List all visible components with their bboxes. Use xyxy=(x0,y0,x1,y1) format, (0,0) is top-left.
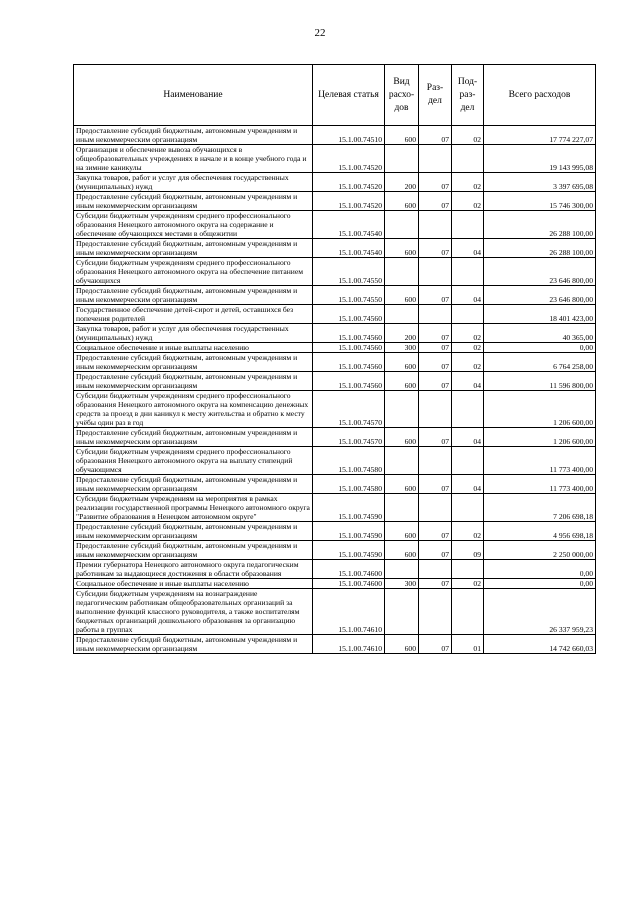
row-total: 40 365,00 xyxy=(484,324,596,343)
row-total: 6 764 258,00 xyxy=(484,353,596,372)
row-target: 15.1.00.74510 xyxy=(313,126,385,145)
row-vid xyxy=(385,560,419,579)
row-vid: 600 xyxy=(385,428,419,447)
row-razdel xyxy=(419,560,452,579)
table-row xyxy=(74,173,596,192)
row-razdel xyxy=(419,391,452,428)
row-razdel xyxy=(419,145,452,173)
row-razdel: 07 xyxy=(419,428,452,447)
row-total: 23 646 800,00 xyxy=(484,286,596,305)
row-total: 1 206 600,00 xyxy=(484,428,596,447)
table-row xyxy=(74,211,596,239)
row-razdel: 07 xyxy=(419,522,452,541)
row-podrazdel xyxy=(452,305,484,324)
row-razdel xyxy=(419,211,452,239)
row-podrazdel xyxy=(452,211,484,239)
row-name: Субсидии бюджетным учреждениям среднего профессионального образования Ненецкого автономного округа на обеспечение питанием обучающихся xyxy=(74,258,313,286)
row-podrazdel: 02 xyxy=(452,173,484,192)
row-vid: 200 xyxy=(385,173,419,192)
row-total: 18 401 423,00 xyxy=(484,305,596,324)
row-vid: 600 xyxy=(385,372,419,391)
row-name: Предоставление субсидий бюджетным, автономным учреждениям и иным некоммерческим организациям xyxy=(74,541,313,560)
row-total: 0,00 xyxy=(484,343,596,353)
row-name: Закупка товаров, работ и услуг для обеспечения государственных (муниципальных) нужд xyxy=(74,324,313,343)
row-total: 11 773 400,00 xyxy=(484,475,596,494)
header-target: Целевая статья xyxy=(313,65,385,126)
row-razdel: 07 xyxy=(419,372,452,391)
row-name: Организация и обеспечение вывоза обучающихся в общеобразовательных учреждениях в начале и в конце учебного года и на зимние каникулы xyxy=(74,145,313,173)
row-vid: 600 xyxy=(385,286,419,305)
row-razdel xyxy=(419,589,452,635)
row-podrazdel xyxy=(452,145,484,173)
table-row xyxy=(74,126,596,145)
header-vid: Вид расхо-дов xyxy=(385,65,419,126)
row-target: 15.1.00.74590 xyxy=(313,522,385,541)
row-razdel: 07 xyxy=(419,635,452,654)
row-total: 23 646 800,00 xyxy=(484,258,596,286)
row-name: Предоставление субсидий бюджетным, автономным учреждениям и иным некоммерческим организациям xyxy=(74,428,313,447)
table-row xyxy=(74,447,596,475)
row-target: 15.1.00.74590 xyxy=(313,494,385,522)
row-total: 11 596 800,00 xyxy=(484,372,596,391)
row-name: Премии губернатора Ненецкого автономного округа педагогическим работникам за выдающиеся достижения в области образования xyxy=(74,560,313,579)
table-row xyxy=(74,560,596,579)
row-target: 15.1.00.74570 xyxy=(313,391,385,428)
row-razdel xyxy=(419,305,452,324)
row-name: Государственное обеспечение детей-сирот и детей, оставшихся без попечения родителей xyxy=(74,305,313,324)
table-row xyxy=(74,258,596,286)
row-vid: 600 xyxy=(385,522,419,541)
row-name: Субсидии бюджетным учреждениям среднего профессионального образования Ненецкого автономного округа на содержание и обеспечение обучающихся местами в общежитии xyxy=(74,211,313,239)
table-row xyxy=(74,579,596,589)
row-target: 15.1.00.74560 xyxy=(313,372,385,391)
row-podrazdel xyxy=(452,391,484,428)
row-razdel: 07 xyxy=(419,126,452,145)
row-target: 15.1.00.74560 xyxy=(313,324,385,343)
row-total: 1 206 600,00 xyxy=(484,391,596,428)
table-row xyxy=(74,192,596,211)
row-podrazdel xyxy=(452,258,484,286)
row-name: Закупка товаров, работ и услуг для обеспечения государственных (муниципальных) нужд xyxy=(74,173,313,192)
row-podrazdel: 02 xyxy=(452,324,484,343)
table-row xyxy=(74,324,596,343)
row-podrazdel xyxy=(452,589,484,635)
row-target: 15.1.00.74520 xyxy=(313,192,385,211)
row-name: Предоставление субсидий бюджетным, автономным учреждениям и иным некоммерческим организациям xyxy=(74,522,313,541)
table-header-row xyxy=(74,65,596,126)
row-name: Социальное обеспечение и иные выплаты населению xyxy=(74,343,313,353)
row-name: Предоставление субсидий бюджетным, автономным учреждениям и иным некоммерческим организациям xyxy=(74,286,313,305)
row-razdel xyxy=(419,494,452,522)
row-vid xyxy=(385,589,419,635)
table-row xyxy=(74,372,596,391)
row-total: 26 337 959,23 xyxy=(484,589,596,635)
row-name: Субсидии бюджетным учреждениям на мероприятия в рамках реализации государственной программы Ненецкого автономного округа "Развитие образования в Ненецком автономном округе" xyxy=(74,494,313,522)
row-podrazdel xyxy=(452,494,484,522)
row-name: Предоставление субсидий бюджетным, автономным учреждениям и иным некоммерческим организациям xyxy=(74,635,313,654)
table-row xyxy=(74,145,596,173)
row-total: 2 250 000,00 xyxy=(484,541,596,560)
row-podrazdel: 01 xyxy=(452,635,484,654)
row-vid: 600 xyxy=(385,239,419,258)
row-vid xyxy=(385,305,419,324)
row-total: 19 143 995,08 xyxy=(484,145,596,173)
row-razdel: 07 xyxy=(419,353,452,372)
row-razdel: 07 xyxy=(419,324,452,343)
header-name: Наименование xyxy=(74,65,313,126)
table-row xyxy=(74,522,596,541)
row-target: 15.1.00.74560 xyxy=(313,343,385,353)
row-podrazdel: 04 xyxy=(452,286,484,305)
row-razdel: 07 xyxy=(419,541,452,560)
row-total: 3 397 695,08 xyxy=(484,173,596,192)
row-total: 0,00 xyxy=(484,579,596,589)
row-vid: 200 xyxy=(385,324,419,343)
row-podrazdel: 04 xyxy=(452,372,484,391)
row-total: 15 746 300,00 xyxy=(484,192,596,211)
table-body xyxy=(74,126,596,654)
row-target: 15.1.00.74540 xyxy=(313,239,385,258)
row-razdel xyxy=(419,258,452,286)
row-target: 15.1.00.74560 xyxy=(313,353,385,372)
row-podrazdel xyxy=(452,560,484,579)
row-target: 15.1.00.74580 xyxy=(313,447,385,475)
table-row xyxy=(74,635,596,654)
row-name: Субсидии бюджетным учреждениям на вознаграждение педагогическим работникам общеобразовательных организаций за выполнение функций классного руководителя, а также воспитателям бюджетных организаций дошкольного образования за организацию работы в группах xyxy=(74,589,313,635)
table-row xyxy=(74,353,596,372)
row-vid xyxy=(385,391,419,428)
row-podrazdel: 04 xyxy=(452,475,484,494)
row-name: Субсидии бюджетным учреждениям среднего профессионального образования Ненецкого автономного округа на выплату стипендий обучающимся xyxy=(74,447,313,475)
row-total: 14 742 660,03 xyxy=(484,635,596,654)
row-vid xyxy=(385,494,419,522)
row-name: Социальное обеспечение и иные выплаты населению xyxy=(74,579,313,589)
table-row xyxy=(74,589,596,635)
row-target: 15.1.00.74590 xyxy=(313,541,385,560)
row-name: Предоставление субсидий бюджетным, автономным учреждениям и иным некоммерческим организациям xyxy=(74,372,313,391)
row-razdel: 07 xyxy=(419,173,452,192)
row-razdel xyxy=(419,447,452,475)
row-vid xyxy=(385,258,419,286)
row-podrazdel: 04 xyxy=(452,239,484,258)
row-podrazdel: 02 xyxy=(452,353,484,372)
row-vid: 600 xyxy=(385,126,419,145)
header-podrazdel: Под-раз-дел xyxy=(452,65,484,126)
row-podrazdel: 02 xyxy=(452,579,484,589)
row-podrazdel: 04 xyxy=(452,428,484,447)
row-target: 15.1.00.74560 xyxy=(313,305,385,324)
row-total: 17 774 227,07 xyxy=(484,126,596,145)
row-podrazdel: 02 xyxy=(452,343,484,353)
row-target: 15.1.00.74520 xyxy=(313,173,385,192)
row-total: 7 206 698,18 xyxy=(484,494,596,522)
table-row xyxy=(74,541,596,560)
header-total: Всего расходов xyxy=(484,65,596,126)
page-number: 22 xyxy=(314,27,326,39)
row-total: 4 956 698,18 xyxy=(484,522,596,541)
row-target: 15.1.00.74550 xyxy=(313,258,385,286)
row-name: Предоставление субсидий бюджетным, автономным учреждениям и иным некоммерческим организациям xyxy=(74,353,313,372)
row-total: 26 288 100,00 xyxy=(484,239,596,258)
row-vid: 300 xyxy=(385,343,419,353)
row-podrazdel: 02 xyxy=(452,522,484,541)
table-row xyxy=(74,286,596,305)
row-razdel: 07 xyxy=(419,579,452,589)
table-row xyxy=(74,305,596,324)
row-podrazdel: 02 xyxy=(452,126,484,145)
row-name: Предоставление субсидий бюджетным, автономным учреждениям и иным некоммерческим организациям xyxy=(74,239,313,258)
table-row xyxy=(74,239,596,258)
row-total: 26 288 100,00 xyxy=(484,211,596,239)
row-vid: 600 xyxy=(385,541,419,560)
row-name: Предоставление субсидий бюджетным, автономным учреждениям и иным некоммерческим организациям xyxy=(74,126,313,145)
row-razdel: 07 xyxy=(419,286,452,305)
row-vid xyxy=(385,145,419,173)
row-target: 15.1.00.74600 xyxy=(313,579,385,589)
row-vid xyxy=(385,447,419,475)
row-target: 15.1.00.74610 xyxy=(313,589,385,635)
row-vid: 600 xyxy=(385,353,419,372)
row-target: 15.1.00.74610 xyxy=(313,635,385,654)
row-target: 15.1.00.74540 xyxy=(313,211,385,239)
table-row xyxy=(74,343,596,353)
row-razdel: 07 xyxy=(419,239,452,258)
budget-table xyxy=(73,64,596,654)
row-vid: 300 xyxy=(385,579,419,589)
row-target: 15.1.00.74570 xyxy=(313,428,385,447)
row-name: Субсидии бюджетным учреждениям среднего профессионального образования Ненецкого автономного округа на компенсацию денежных средств за проезд в дни каникул к месту жительства и обратно к месту учёбы один раз в год xyxy=(74,391,313,428)
row-razdel: 07 xyxy=(419,192,452,211)
row-total: 11 773 400,00 xyxy=(484,447,596,475)
header-razdel: Раз-дел xyxy=(419,65,452,126)
row-vid: 600 xyxy=(385,192,419,211)
row-total: 0,00 xyxy=(484,560,596,579)
table-row xyxy=(74,475,596,494)
row-razdel: 07 xyxy=(419,343,452,353)
table-row xyxy=(74,391,596,428)
row-target: 15.1.00.74600 xyxy=(313,560,385,579)
table-row xyxy=(74,428,596,447)
row-vid xyxy=(385,211,419,239)
row-razdel: 07 xyxy=(419,475,452,494)
row-name: Предоставление субсидий бюджетным, автономным учреждениям и иным некоммерческим организациям xyxy=(74,475,313,494)
row-target: 15.1.00.74580 xyxy=(313,475,385,494)
row-target: 15.1.00.74520 xyxy=(313,145,385,173)
table-row xyxy=(74,494,596,522)
row-podrazdel xyxy=(452,447,484,475)
row-name: Предоставление субсидий бюджетным, автономным учреждениям и иным некоммерческим организациям xyxy=(74,192,313,211)
row-podrazdel: 09 xyxy=(452,541,484,560)
row-podrazdel: 02 xyxy=(452,192,484,211)
row-vid: 600 xyxy=(385,635,419,654)
row-target: 15.1.00.74550 xyxy=(313,286,385,305)
row-vid: 600 xyxy=(385,475,419,494)
